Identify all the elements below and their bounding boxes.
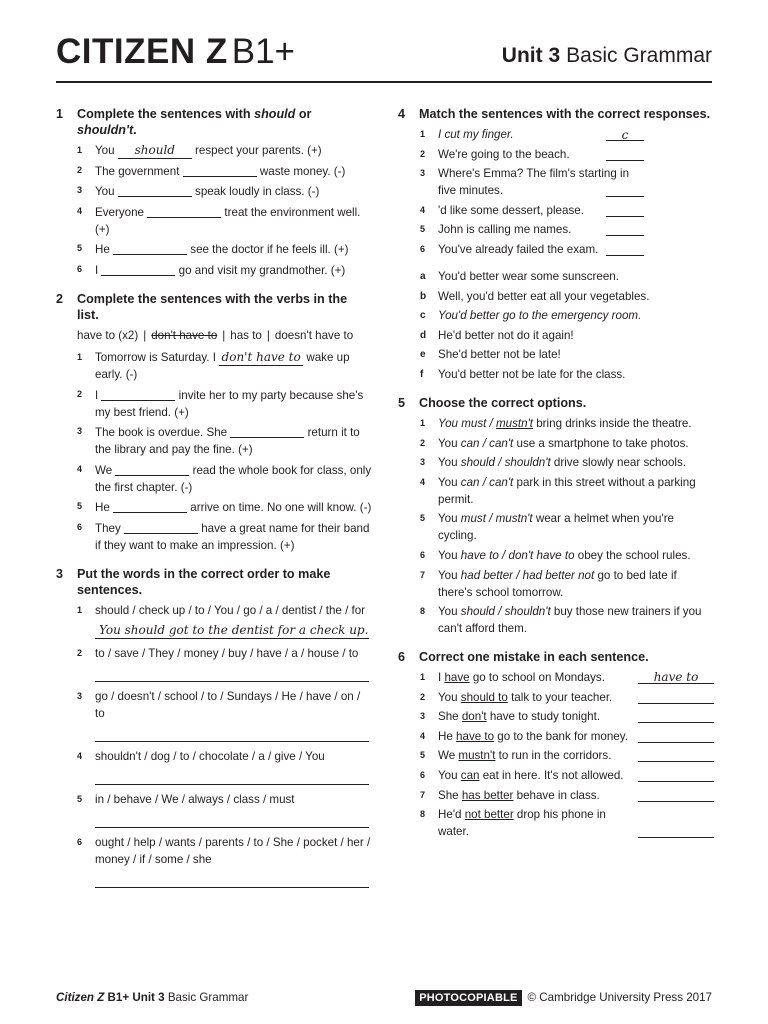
item-number: 2	[420, 437, 426, 448]
item-text: I cut my finger.	[438, 128, 514, 141]
list-item	[398, 241, 714, 258]
list-item	[398, 146, 714, 163]
response-blank[interactable]	[606, 183, 644, 197]
exercise-number: 2	[56, 291, 64, 306]
response-option	[398, 307, 714, 324]
list-item	[398, 806, 714, 840]
word-list-item: have to (x2)	[77, 328, 139, 342]
item-text: They	[95, 521, 124, 535]
item-number: 5	[77, 793, 83, 804]
unit-heading	[502, 42, 712, 70]
footer-copyright-block	[415, 990, 712, 1006]
exercise-4-title	[398, 106, 714, 122]
item-text: go to the bank for money.	[494, 729, 628, 743]
list-item	[398, 415, 714, 432]
item-text: have to study tonight.	[486, 710, 601, 724]
list-item	[56, 688, 372, 742]
item-text: drive slowly near schools.	[550, 456, 686, 470]
item-text: bring drinks inside the theatre.	[533, 416, 692, 430]
list-item	[398, 454, 714, 471]
item-text: We	[438, 749, 459, 763]
list-item	[398, 787, 714, 804]
word-list-item-crossed: don't have to	[151, 328, 218, 342]
item-number: 6	[77, 836, 83, 847]
item-number: 7	[420, 569, 426, 580]
list-item	[398, 221, 714, 238]
word-list-item: doesn't have to	[274, 328, 354, 342]
item-number: 5	[420, 513, 426, 524]
list-item	[398, 165, 714, 199]
item-number: 2	[77, 647, 83, 658]
option-letter: b	[420, 290, 427, 302]
footer-book-title: Citizen Z	[56, 991, 105, 1004]
item-text: return it to the library and pay the fine. (+)	[95, 426, 360, 457]
answer-blank[interactable]	[230, 425, 304, 438]
option-choice[interactable]: can / can't	[460, 436, 514, 450]
item-number: 5	[420, 224, 426, 235]
item-text: You	[438, 690, 461, 704]
handwritten-answer: have to	[653, 670, 699, 685]
exercise-number: 4	[398, 107, 406, 121]
list-item	[56, 162, 372, 180]
exercise-5-title	[398, 395, 714, 411]
exercise-number: 6	[398, 650, 406, 665]
title-text: Choose the correct options.	[419, 395, 587, 410]
list-item	[398, 202, 714, 219]
item-text: 'd like some dessert, please.	[438, 203, 584, 217]
item-text: He	[438, 729, 457, 743]
option-choice[interactable]: should / shouldn't	[460, 605, 551, 619]
option-text: You'd better go to the emergency room.	[438, 309, 642, 323]
response-blank[interactable]	[606, 203, 644, 217]
item-number: 4	[420, 730, 426, 741]
item-text: She	[438, 788, 462, 802]
item-text: respect your parents. (+)	[191, 144, 322, 157]
mistake-text: have	[444, 671, 470, 685]
list-item	[56, 834, 372, 888]
list-item	[398, 567, 714, 601]
item-text: read the whole book for class, only the first chapter. (-)	[95, 463, 372, 494]
title-text: or	[295, 107, 312, 121]
item-text: You	[438, 512, 461, 526]
correction-line[interactable]	[638, 767, 714, 782]
footer-section: Basic Grammar	[167, 991, 249, 1004]
option-choice[interactable]: have to / don't have to	[460, 548, 575, 562]
answer-blank[interactable]	[101, 388, 175, 401]
item-number: 2	[77, 164, 83, 175]
item-number: 6	[420, 243, 426, 254]
list-item	[398, 510, 714, 544]
item-number: 3	[420, 457, 426, 468]
word-list	[56, 327, 372, 344]
option-letter: a	[420, 270, 426, 282]
exercise-2-items	[56, 349, 372, 554]
list-item	[398, 126, 714, 143]
item-text: talk to your teacher.	[507, 690, 613, 704]
item-number: 1	[77, 145, 83, 155]
response-blank[interactable]	[606, 222, 644, 236]
item-text: arrive on time. No one will know. (-)	[187, 501, 372, 515]
response-option	[398, 327, 714, 344]
item-text: You	[438, 548, 461, 562]
item-text: park in this street without a parking permit.	[438, 475, 696, 506]
item-number: 5	[77, 243, 83, 254]
item-number: 3	[77, 426, 83, 437]
item-text: Everyone	[95, 205, 148, 219]
footer-level-unit: B1+ Unit 3	[107, 991, 165, 1004]
list-item	[398, 669, 714, 686]
item-text: speak loudly in class. (-)	[191, 185, 320, 199]
item-number: 6	[77, 263, 83, 274]
list-item	[398, 767, 714, 784]
exercise-6-items	[398, 669, 714, 840]
item-number: 4	[77, 750, 83, 761]
list-item	[398, 747, 714, 764]
response-option	[398, 366, 714, 383]
item-text: You	[95, 185, 118, 199]
item-number: 2	[420, 691, 426, 702]
scrambled-words: should / check up / to / You / go / a / dentist / the / for	[95, 603, 366, 617]
exercise-number: 3	[56, 566, 64, 581]
answer-blank[interactable]	[147, 205, 221, 218]
correction-line[interactable]	[638, 787, 714, 802]
response-option	[398, 288, 714, 305]
item-number: 2	[420, 148, 426, 159]
answer-blank[interactable]	[113, 500, 187, 513]
answer-blank[interactable]	[183, 164, 257, 177]
item-text: waste money. (-)	[256, 164, 346, 178]
exercise-5-items	[398, 415, 714, 637]
correction-line[interactable]	[638, 708, 714, 723]
item-text: drop his phone in water.	[438, 808, 606, 839]
list-item	[56, 203, 372, 238]
answer-blank[interactable]	[101, 263, 175, 276]
exercise-4-items	[398, 126, 714, 258]
response-blank[interactable]	[606, 147, 644, 161]
correction-line[interactable]	[638, 823, 714, 838]
scrambled-words: ought / help / wants / parents / to / She / pocket / her / money / if / some / she	[95, 835, 371, 866]
item-number: 1	[420, 417, 426, 428]
item-text: The book is overdue. She	[95, 426, 231, 440]
handwritten-answer: should	[134, 143, 175, 157]
page-footer	[56, 990, 712, 1008]
answer-blank[interactable]	[118, 143, 192, 159]
answer-line[interactable]	[95, 812, 369, 828]
item-number: 4	[77, 205, 83, 216]
item-text: I	[95, 263, 102, 277]
title-text: .	[133, 123, 137, 137]
item-text: He	[95, 243, 114, 257]
correction-line[interactable]	[638, 689, 714, 704]
response-option	[398, 346, 714, 363]
list-item	[56, 519, 372, 554]
exercise-number: 1	[56, 107, 64, 121]
handwritten-answer: don't have to	[221, 349, 301, 364]
list-item	[398, 728, 714, 745]
option-text: You'd better not be late for the class.	[438, 367, 626, 381]
answer-blank[interactable]	[115, 463, 189, 476]
scrambled-words: in / behave / We / always / class / must	[95, 792, 295, 806]
brand-name: CITIZEN Z	[56, 32, 228, 71]
exercise-2	[56, 291, 372, 554]
list-item	[56, 240, 372, 258]
answer-line[interactable]	[95, 623, 369, 639]
photocopiable-badge: PHOTOCOPIABLE	[415, 990, 521, 1006]
copyright-text: © Cambridge University Press 2017	[527, 991, 712, 1004]
item-text: eat in here. It's not allowed.	[479, 769, 624, 783]
answer-blank[interactable]	[219, 350, 303, 366]
item-text: You	[438, 456, 461, 470]
title-text: Correct one mistake in each sentence.	[419, 650, 649, 665]
item-text: behave in class.	[513, 788, 600, 802]
option-letter: c	[420, 310, 426, 322]
list-item	[56, 498, 372, 516]
list-item	[398, 708, 714, 725]
exercise-5	[398, 395, 714, 637]
mistake-text: mustn't	[458, 749, 496, 763]
unit-title: Basic Grammar	[566, 44, 712, 67]
item-text: John is calling me names.	[438, 223, 572, 237]
item-text: You	[438, 769, 461, 783]
response-option	[398, 268, 714, 285]
title-text: Complete the sentences with the verbs in the list.	[77, 291, 348, 322]
item-number: 7	[420, 789, 426, 800]
item-number: 3	[420, 168, 426, 179]
word-list-item: has to	[230, 328, 262, 342]
item-number: 3	[420, 711, 426, 722]
item-text: see the doctor if he feels ill. (+)	[187, 243, 349, 257]
item-text: You	[95, 144, 118, 157]
item-text: buy those new trainers if you can't afford them.	[438, 605, 702, 636]
exercise-number: 5	[398, 395, 406, 410]
item-number: 4	[420, 204, 426, 215]
answer-line[interactable]	[95, 872, 369, 888]
item-text: You	[438, 436, 461, 450]
item-text: go to school on Mondays.	[469, 671, 605, 685]
item-text: to run in the corridors.	[495, 749, 612, 763]
item-text: I	[438, 671, 445, 685]
item-text: wake up early. (-)	[95, 350, 350, 381]
item-number: 1	[77, 351, 83, 362]
exercise-3-title	[56, 566, 372, 598]
mistake-text: have to	[456, 729, 495, 743]
scrambled-words: go / doesn't / school / to / Sundays / He / have / on / to	[95, 689, 361, 720]
correction-line[interactable]	[638, 669, 714, 684]
scrambled-words: to / save / They / money / buy / have / a / house / to	[95, 646, 359, 660]
response-options	[398, 268, 714, 383]
title-should: should	[254, 107, 296, 121]
list-item	[56, 349, 372, 383]
option-text: Well, you'd better eat all your vegetables.	[438, 289, 650, 303]
item-text: treat the environment well. (+)	[95, 205, 361, 236]
option-text: He'd better not do it again!	[438, 328, 574, 342]
item-text: go and visit my grandmother. (+)	[175, 263, 346, 277]
mistake-text: has better	[461, 788, 514, 802]
handwritten-answer: You should got to the dentist for a check up.	[99, 622, 369, 637]
handwritten-answer: c	[621, 128, 629, 142]
brand-level: B1+	[231, 32, 295, 71]
list-item	[56, 602, 372, 639]
item-number: 1	[420, 672, 426, 683]
item-text: Where's Emma? The film's starting in five minutes.	[438, 167, 630, 198]
answer-blank[interactable]	[113, 242, 187, 255]
mistake-text: can	[460, 769, 480, 783]
selected-option[interactable]: mustn't	[496, 416, 534, 430]
correction-line[interactable]	[638, 728, 714, 743]
item-text: Tomorrow is Saturday. I	[95, 350, 220, 364]
item-text: have a great name for their band if they want to make an impression. (+)	[95, 521, 370, 552]
item-number: 2	[77, 388, 83, 399]
item-number: 3	[77, 185, 83, 196]
item-number: 4	[77, 463, 83, 474]
item-number: 1	[77, 604, 83, 615]
item-text: He'd	[438, 808, 465, 822]
exercise-2-title	[56, 291, 372, 323]
item-text: We're going to the beach.	[438, 147, 570, 161]
item-number: 3	[77, 690, 83, 701]
list-item	[56, 748, 372, 785]
list-item	[398, 603, 714, 637]
item-number: 4	[420, 476, 426, 487]
exercise-4	[398, 106, 714, 383]
title-shouldnt: shouldn't	[77, 123, 134, 137]
item-text: You've already failed the exam.	[438, 242, 599, 256]
mistake-text: don't	[461, 710, 487, 724]
exercise-1	[56, 106, 372, 279]
page-header	[56, 30, 712, 82]
item-text: She	[438, 710, 462, 724]
word-separator: |	[266, 328, 270, 342]
option-letter: e	[420, 349, 426, 361]
response-blank[interactable]	[606, 127, 644, 141]
answer-line[interactable]	[95, 769, 369, 785]
item-number: 5	[420, 750, 426, 761]
item-text: go to bed late if there's school tomorrow.	[438, 568, 677, 599]
answer-line[interactable]	[95, 726, 369, 742]
mistake-text: not better	[464, 808, 514, 822]
option-choice[interactable]: had better / had better not	[460, 568, 595, 582]
item-number: 1	[420, 129, 426, 139]
item-number: 8	[420, 809, 426, 820]
list-item	[56, 791, 372, 828]
option-letter: d	[420, 329, 427, 341]
list-item	[56, 386, 372, 421]
option-letter: f	[420, 368, 424, 380]
mistake-text: should to	[460, 690, 508, 704]
item-number: 6	[77, 521, 83, 532]
exercise-6-title	[398, 649, 714, 665]
list-item	[56, 142, 372, 159]
item-text: You must /	[438, 416, 496, 430]
item-number: 6	[420, 549, 426, 560]
item-text: obey the school rules.	[574, 548, 691, 562]
item-text: invite her to my party because she's my best friend. (+)	[95, 388, 364, 419]
right-column	[398, 106, 714, 852]
list-item	[56, 423, 372, 458]
item-text: The government	[95, 164, 183, 178]
answer-blank[interactable]	[118, 184, 192, 197]
left-column	[56, 106, 372, 900]
correction-line[interactable]	[638, 747, 714, 762]
answer-line[interactable]	[95, 666, 369, 682]
title-text: Match the sentences with the correct responses.	[419, 107, 711, 121]
list-item	[398, 689, 714, 706]
item-number: 8	[420, 606, 426, 617]
brand-title	[56, 30, 295, 74]
list-item	[398, 547, 714, 564]
word-separator: |	[143, 328, 147, 342]
option-text: She'd better not be late!	[438, 348, 561, 362]
list-item	[56, 645, 372, 682]
item-number: 6	[420, 770, 426, 781]
item-number: 5	[77, 501, 83, 512]
exercise-6	[398, 649, 714, 840]
footer-book-info	[56, 990, 248, 1006]
exercise-1-items	[56, 142, 372, 279]
header-rule	[56, 81, 712, 83]
item-text: You	[438, 475, 461, 489]
exercise-1-title	[56, 106, 372, 138]
item-text: We	[95, 463, 116, 477]
scrambled-words: shouldn't / dog / to / chocolate / a / give / You	[95, 749, 325, 763]
item-text: He	[95, 501, 114, 515]
response-blank[interactable]	[606, 242, 644, 256]
list-item	[56, 261, 372, 279]
answer-blank[interactable]	[124, 521, 198, 534]
item-text: use a smartphone to take photos.	[513, 436, 689, 450]
unit-label: Unit 3	[501, 44, 561, 67]
option-choice[interactable]: should / shouldn't	[460, 456, 551, 470]
list-item	[56, 461, 372, 496]
word-separator: |	[222, 328, 226, 342]
option-choice[interactable]: must / mustn't	[460, 512, 533, 526]
item-text: I	[95, 388, 102, 402]
title-text: Put the words in the correct order to make sentences.	[77, 566, 331, 597]
option-text: You'd better wear some sunscreen.	[438, 269, 619, 283]
list-item	[398, 474, 714, 508]
item-text: wear a helmet when you're cycling.	[438, 512, 675, 543]
exercise-3-items	[56, 602, 372, 888]
item-text: You	[438, 605, 461, 619]
title-text: Complete the sentences with	[77, 107, 255, 121]
list-item	[56, 182, 372, 200]
exercise-3	[56, 566, 372, 888]
item-text: You	[438, 568, 461, 582]
option-choice[interactable]: can / can't	[460, 475, 514, 489]
list-item	[398, 435, 714, 452]
